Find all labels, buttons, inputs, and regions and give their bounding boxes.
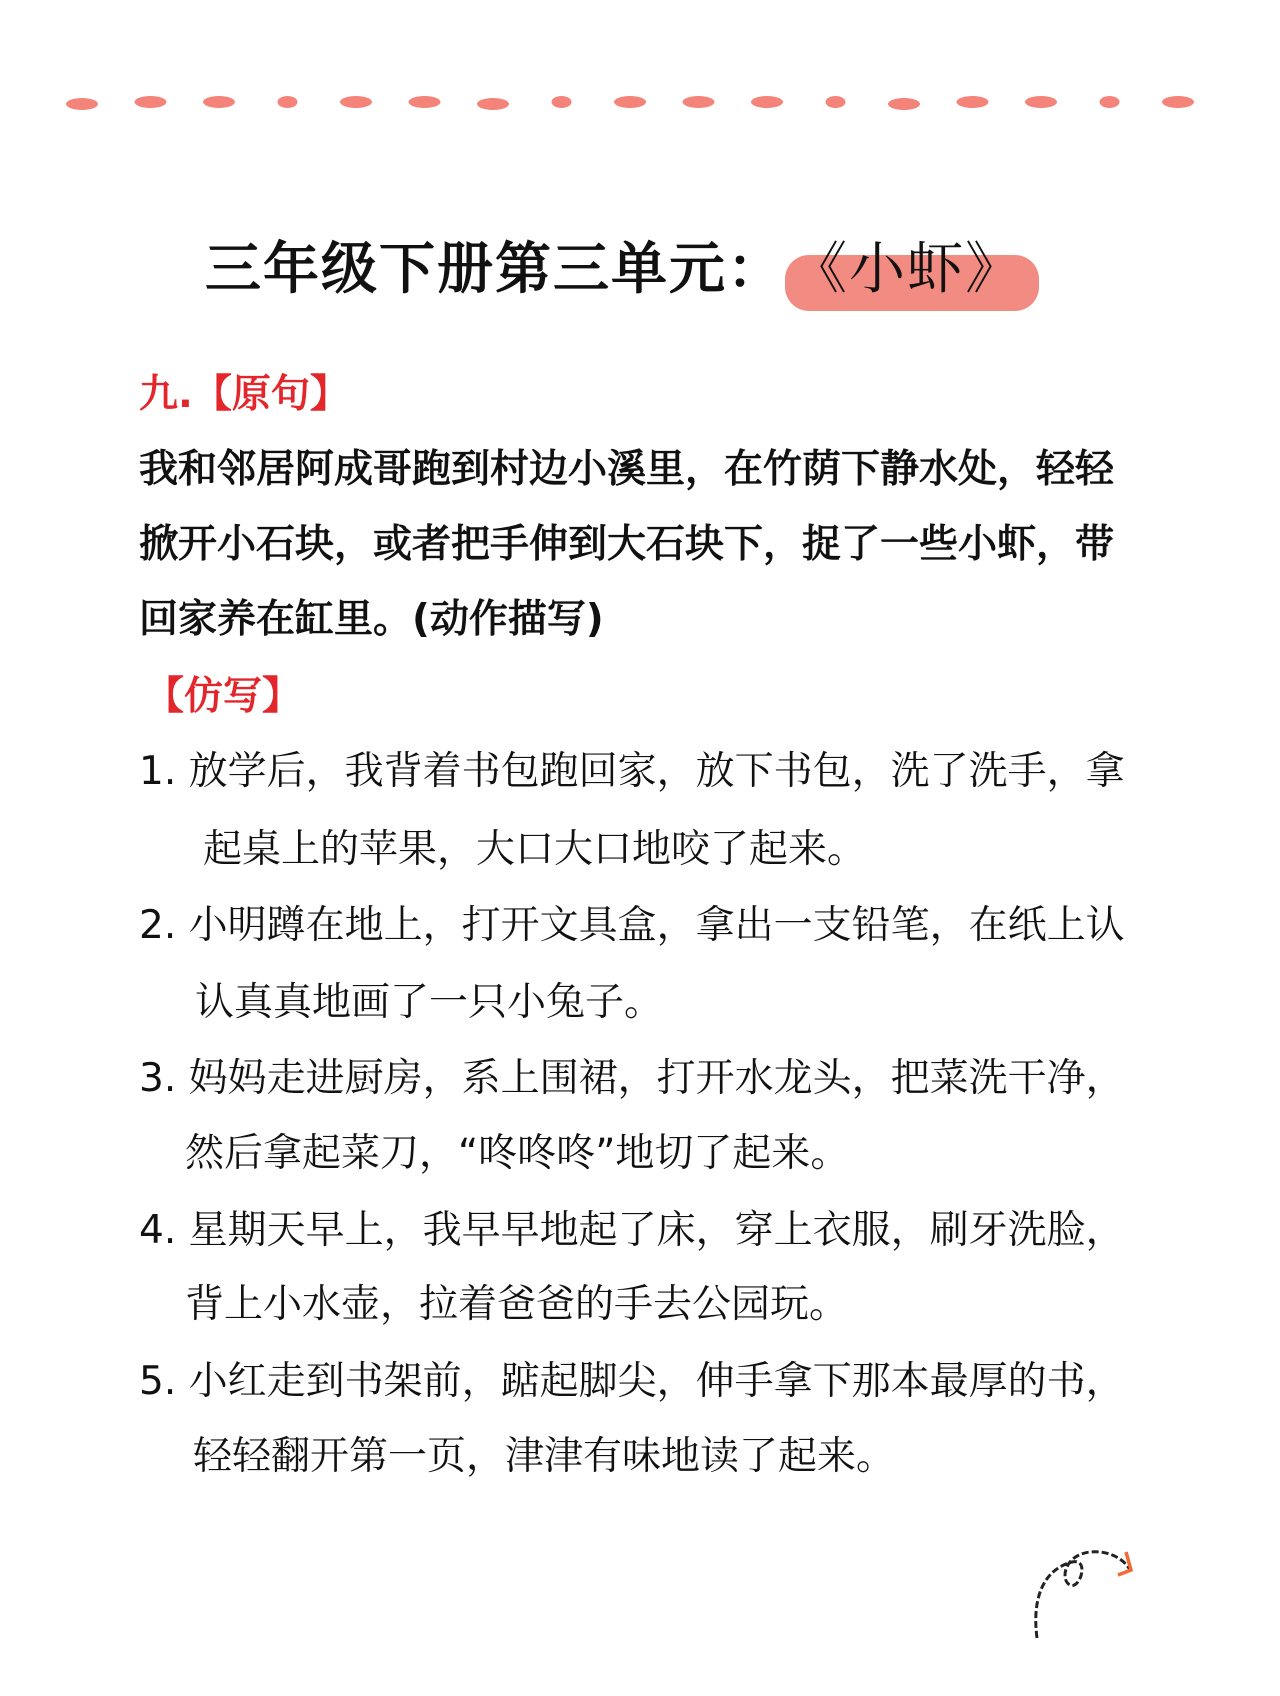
dash-mark — [477, 98, 509, 110]
imitation-heading: 【仿写】 — [145, 674, 302, 719]
dash-mark — [826, 96, 846, 108]
item-1-line-1: 1. 放学后，我背着书包跑回家，放下书包，洗了洗手，拿 — [139, 749, 1125, 794]
curly-arrow-icon — [1020, 1530, 1140, 1650]
decorative-dashed-line — [0, 88, 1280, 118]
dash-mark — [614, 96, 646, 108]
dash-mark — [66, 98, 98, 110]
item-4-line-2: 背上小水壶，拉着爸爸的手去公园玩。 — [185, 1282, 849, 1327]
dash-mark — [135, 96, 167, 108]
dash-mark — [409, 96, 441, 108]
dash-mark — [751, 96, 783, 108]
original-line-3: 回家养在缸里。(动作描写) — [139, 597, 604, 642]
title-highlight: 《小虾》 — [785, 225, 1029, 305]
dash-mark — [1025, 96, 1057, 108]
item-1-line-2: 起桌上的苹果，大口大口地咬了起来。 — [203, 827, 867, 872]
item-4-line-1: 4. 星期天早上，我早早地起了床，穿上衣服，刷牙洗脸， — [139, 1208, 1125, 1253]
item-5-line-2: 轻轻翻开第一页，津津有味地读了起来。 — [193, 1434, 896, 1479]
item-2-line-1: 2. 小明蹲在地上，打开文具盒，拿出一支铅笔，在纸上认 — [139, 903, 1125, 948]
item-3-line-2: 然后拿起菜刀，“咚咚咚”地切了起来。 — [185, 1131, 850, 1176]
title-main: 三年级下册第三单元： — [205, 237, 785, 302]
dash-mark — [1100, 96, 1120, 108]
dash-mark — [957, 96, 989, 108]
dash-mark — [683, 96, 715, 108]
original-line-2: 掀开小石块，或者把手伸到大石块下，捉了一些小虾，带 — [139, 522, 1115, 567]
item-2-line-2: 认真真地画了一只小兔子。 — [195, 980, 664, 1025]
page-title — [205, 225, 1029, 305]
dash-mark — [278, 96, 298, 108]
item-5-line-1: 5. 小红走到书架前，踮起脚尖，伸手拿下那本最厚的书， — [139, 1359, 1125, 1404]
dash-mark — [1162, 96, 1194, 108]
original-line-1: 我和邻居阿成哥跑到村边小溪里，在竹荫下静水处，轻轻 — [139, 447, 1115, 492]
section-heading: 九.【原句】 — [139, 372, 349, 417]
item-3-line-1: 3. 妈妈走进厨房，系上围裙，打开水龙头，把菜洗干净， — [139, 1056, 1125, 1101]
dash-mark — [552, 96, 572, 108]
dash-mark — [888, 98, 920, 110]
dash-mark — [340, 96, 372, 108]
dash-mark — [203, 96, 235, 108]
